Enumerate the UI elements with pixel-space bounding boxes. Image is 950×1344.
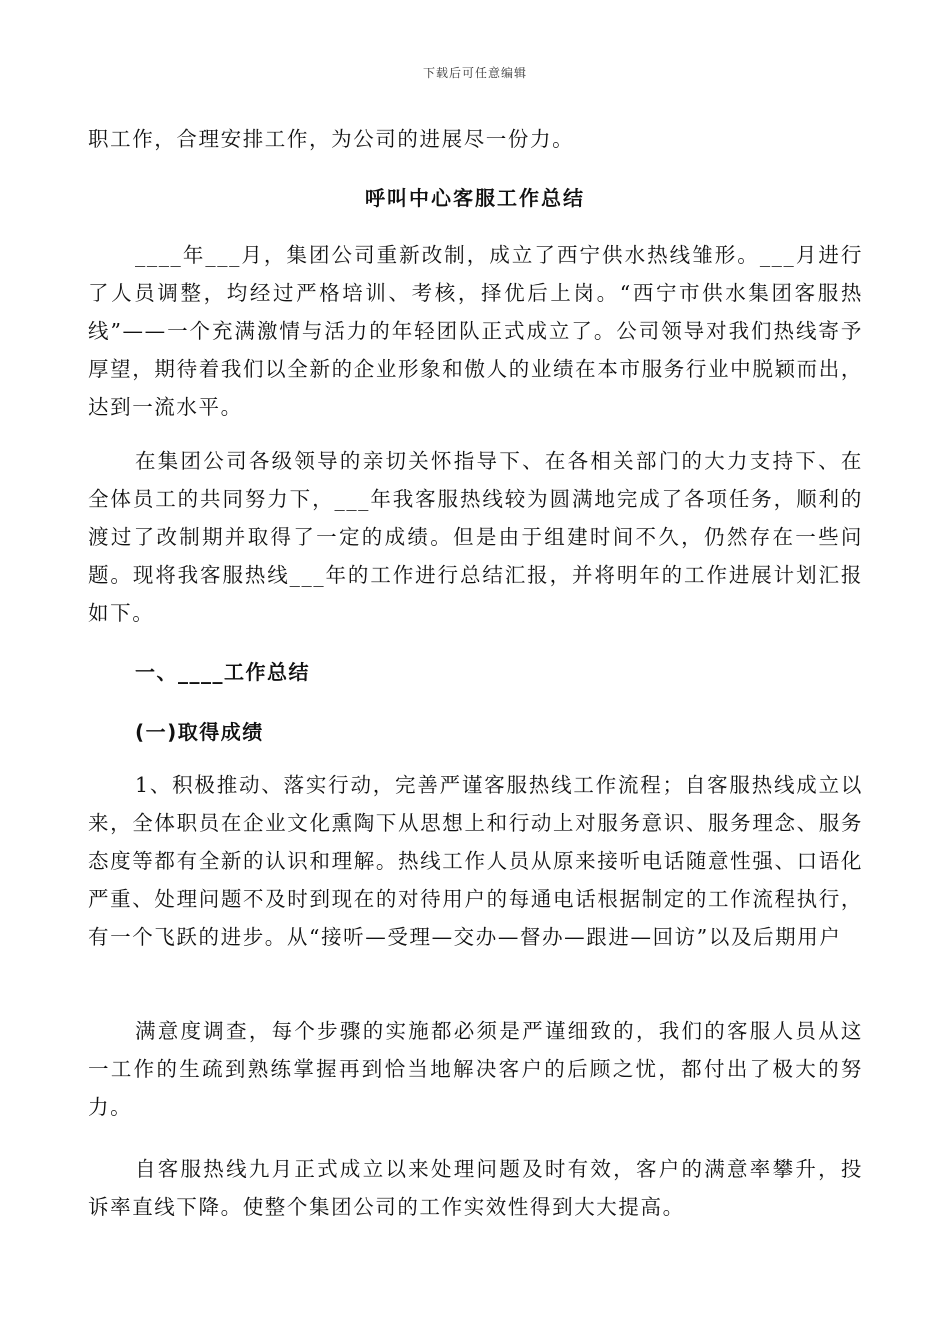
continuation-paragraph: 职工作，合理安排工作，为公司的进展尽一份力。 [88, 127, 575, 151]
body-paragraph-3: 自客服热线九月正式成立以来处理问题及时有效，客户的满意率攀升，投诉率直线下降。使整个集团公司的工作实效性得到大大提高。 [88, 1157, 863, 1219]
intro-paragraph-1: ____年___月，集团公司重新改制，成立了西宁供水热线雏形。___月进行了人员调整，均经过严格培训、考核，择优后上岗。“西宁市供水集团客服热线”——一个充满激情与活力的年轻团队正式成立了。公司领导对我们热线寄予厚望，期待着我们以全新的企业形象和傲人的业绩在本市服务行业中脱颖而出，达到一流水平。 [88, 243, 863, 419]
document-title: 呼叫中心客服工作总结 [365, 186, 585, 210]
subsection-heading: (一)取得成绩 [135, 720, 264, 744]
body-paragraph-2: 满意度调查，每个步骤的实施都必须是严谨细致的，我们的客服人员从这一工作的生疏到熟练掌握再到恰当地解决客户的后顾之忧，都付出了极大的努力。 [88, 1019, 863, 1119]
body-paragraph-1: 1、积极推动、落实行动，完善严谨客服热线工作流程；自客服热线成立以来，全体职员在企业文化熏陶下从思想上和行动上对服务意识、服务理念、服务态度等都有全新的认识和理解。热线工作人员从原来接听电话随意性强、口语化严重、处理问题不及时到现在的对待用户的每通电话根据制定的工作流程执行，有一个飞跃的进步。从“接听—受理—交办—督办—跟进—回访”以及后期用户 [88, 773, 863, 949]
section-heading: 一、____工作总结 [135, 660, 310, 684]
intro-paragraph-2: 在集团公司各级领导的亲切关怀指导下、在各相关部门的大力支持下、在全体员工的共同努力下，___年我客服热线较为圆满地完成了各项任务，顺利的渡过了改制期并取得了一定的成绩。但是由于组建时间不久，仍然存在一些问题。现将我客服热线___年的工作进行总结汇报，并将明年的工作进展计划汇报如下。 [88, 449, 863, 625]
page-header-note: 下载后可任意编辑 [422, 66, 527, 80]
